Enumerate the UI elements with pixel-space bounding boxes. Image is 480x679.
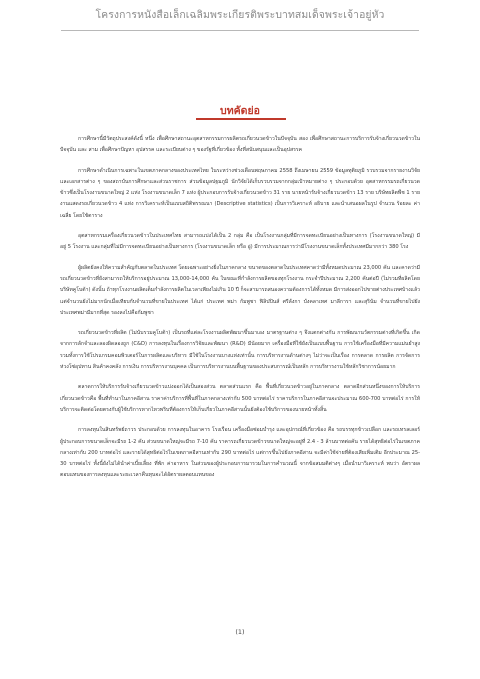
- paragraph-objectives: การศึกษานี้มีวัตถุประสงค์ดังนี้ หนึ่ง เพื่อศึกษาสถานะอุตสาหกรรมการผลิตรถเกี่ยวนวดข้าวในปัจจุบัน สอง เพื่อศึกษาสถานะการบริการรับจ้างเกี่ยวนวดข้าวในปัจจุบัน และ สาม เพื่อศึกษาปัญหา อุปสรรค และระเบียบต่าง ๆ ของรัฐที่เกี่ยวข้อง ทั้งที่สนับสนุนและเป็นอุปสรรค: [60, 136, 420, 154]
- abstract-title: บทคัดย่อ: [220, 105, 260, 117]
- paragraph-service-market: ตลาดการให้บริการรับจ้างเกี่ยวนวดข้าวแบ่งออกได้เป็นสองส่วน ตลาดส่วนแรก คือ พื้นที่เกี่ยวนวดข้าวอยู่ในภาคกลาง ตลาดอีกส่วนหนึ่งของการให้บริการเกี่ยวนวดข้าวคือ พื้นที่ทำนาในภาคอีสาน ราคาค่าบริการที่พื้นที่ในภาคกลางเท่ากับ 500 บาทต่อไร่ ราคาบริการในภาคอีสานจะประมาณ 600-700 บาทต่อไร่ การให้บริการจะติดต่อโดยตรงกับผู้ใช้บริการหากไหวพริบที่ต้องการให้เก็บเกี่ยวในภาคอีสานนั้นยังต้องใช้บริการของนายหน้าทั้งสิ้น: [60, 384, 420, 413]
- paragraph-innovation: รถเกี่ยวนวดข้าวที่ผลิต (ไม่นับรวมคูโบต้า) เป็นรถที่แต่ละโรงงานผลิตพัฒนาขึ้นมาเอง มาตรฐานต่าง ๆ จึงแตกต่างกัน การพัฒนานวัตกรรมต่างที่เกิดขึ้น เกิดจากการลักจำและลองผิดลองถูก (C&D) การลงทุนในเรื่องการวิจัยและพัฒนา (R&D) มีน้อยมาก เครื่องมือที่ใช้ยังเป็นแบบพื้นฐาน การใช้เครื่องมือที่มีความแม่นยำสูง รวมทั้งการใช้โปรแกรมคอมพิวเตอร์ในการผลิตและบริหาร มีใช้ในโรงงานบางแห่งเท่านั้น การบริหารงานด้านต่างๆ ไม่ว่าจะเป็นเรื่อง การตลาด การผลิต การจัดการห่วงโซ่อุปทาน สินค้าคงคลัง การเงิน การบริหารงานบุคคล เป็นการบริหารงานบนพื้นฐานของประสบการณ์เป็นหลัก การบริหารงานใช้หลักวิชาการน้อยมาก: [60, 330, 420, 371]
- page-number: (1): [235, 628, 245, 636]
- header-divider: [61, 30, 419, 31]
- paragraph-market-size: ผู้ผลิตยังคงให้ความสำคัญกับตลาดในประเทศ โดยเฉพาะอย่างยิ่งในภาคกลาง ขนาดของตลาดในประเทศคาดว่ามีทั้งหมดประมาณ 23,000 คัน และคาดว่ามีรถเกี่ยวนวดข้าวที่ยังสามารถให้บริการอยู่ประมาณ 13,000-14,000 คัน ในขณะที่กำลังการผลิตของทุกโรงงาน กระจำปีประมาณ 2,200 คันต่อปี (ไม่รวมที่ผลิตโดยบริษัทคูโบต้า) ดังนั้น ถ้าทุกโรงงานผลิตเต็มกำลังการผลิตในเวลาเพียงไม่เกิน 10 ปี ก็จะสามารถสนองความต้องการได้ทั้งหมด มีการส่งออกไปขายต่างประเทศบ้างแล้วแต่จำนวนยังไม่มากนักเมื่อเทียบกับจำนวนที่ขายในประเทศ ได้แก่ ประเทศ พม่า กัมพูชา ฟิลิปปินส์ ศรีลังกา บังคลาเทศ มาลีการา และสุรินัม จำนวนที่ขายไปยังประเทศพม่ามีมากที่สุด รองลงไปคือกัมพูชา: [60, 264, 420, 316]
- paragraph-methodology: การศึกษาดำเนินการเฉพาะในเขตภาคกลางของประเทศไทย ในระหว่างช่วงเดือนพฤษภาคม 2558 ถึงเมษายน 2559 ข้อมูลทุติยภูมิ รวบรวมจากรายงานวิจัยและเอกสารต่าง ๆ ของสถาบันการศึกษาและส่วนราชการ ส่วนข้อมูลปฐมภูมิ นักวิจัยได้เก็บรวบรวมจากกลุ่มเป้าหมายต่าง ๆ ประกอบด้วย อุตสาหกรรมรถเกี่ยวนวดข้าวซึ่งเป็นโรงงานขนาดใหญ่ 2 แห่ง โรงงานขนาดเล็ก 7 แห่ง ผู้ประกอบการรับจ้างเกี่ยวนวดข้าว 31 ราย นายหน้ารับจ้างเกี่ยวนวดข้าว 13 ราย บริษัทผลิตพืช 1 ราย งานแสดงรถเกี่ยวนวดข้าว 4 แห่ง การวิเคราะห์เป็นแบบสถิติพรรณนา (Descriptive statistics) เป็นการวิเคราะห์ อธิบาย และนำเสนอผลในรูป จำนวน ร้อยละ ค่าเฉลี่ย โดยใช้ตาราง: [60, 167, 420, 219]
- running-header: โครงการหนังสือเล็กเฉลิมพระเกียรติพระบาทสมเด็จพระเจ้าอยู่หัว: [95, 9, 385, 21]
- abstract-body: [60, 134, 420, 491]
- title-underline: [196, 118, 286, 120]
- paragraph-investment: การลงทุนในสินทรัพย์ถาวร ประกอบด้วย การลงทุนในอาคาร โรงเรือน เครื่องมือซ่อมบำรุง และอุปกรณ์ที่เกี่ยวข้อง คือ รถบรรทุกข้าวเปลือก และรถเทรลเลอร์ ผู้ประกอบการขนาดเล็กจะมีรถ 1-2 คัน ส่วนขนาดใหญ่จะมีรถ 7-10 คัน ราคารถเกี่ยวนวดข้าวขนาดใหญ่จะอยู่ที่ 2.4 - 3 ล้านบาทต่อคัน รายได้สุทธิต่อไร่ในเขตภาคกลางเท่ากับ 200 บาทต่อไร่ และรายได้สุทธิต่อไร่ในเขตภาคอีสานเท่ากับ 290 บาทต่อไร่ แต่การขึ้นไปยังภาคอีสาน จะมีค่าใช้จ่ายที่ต้องเสียเพิ่มเติม อีกประมาณ 25-30 บาทต่อไร่ ทั้งนี้ยังไม่ได้นำค่าเบี้ยเลี้ยง ที่พัก ค่าอาหาร ในส่วนของผู้ประกอบการมารวมในการคำนวณนี้ จากข้อสมมติต่างๆ เมื่อนำมาวิเคราะห์ พบว่า อัตราผลตอบแทนของการลงทุนและระยะเวลาคืนทุนจะได้อัตราผลตอบแทนของ: [60, 427, 420, 479]
- paragraph-industry-groups: อุตสาหกรรมเครื่องเกี่ยวนวดข้าวในประเทศไทย สามารถแบ่งได้เป็น 2 กลุ่ม คือ เป็นโรงงานกลุ่มที่มีการจดทะเบียนอย่างเป็นทางการ (โรงงานขนาดใหญ่) มีอยู่ 5 โรงงาน และกลุ่มที่ไม่มีการจดทะเบียนอย่างเป็นทางการ (โรงงานขนาดเล็ก หรือ อู่) มีการประมาณการว่ามีโรงงานขนาดเล็กทั้งประเทศมีมากกว่า 380 โรง: [60, 233, 420, 251]
